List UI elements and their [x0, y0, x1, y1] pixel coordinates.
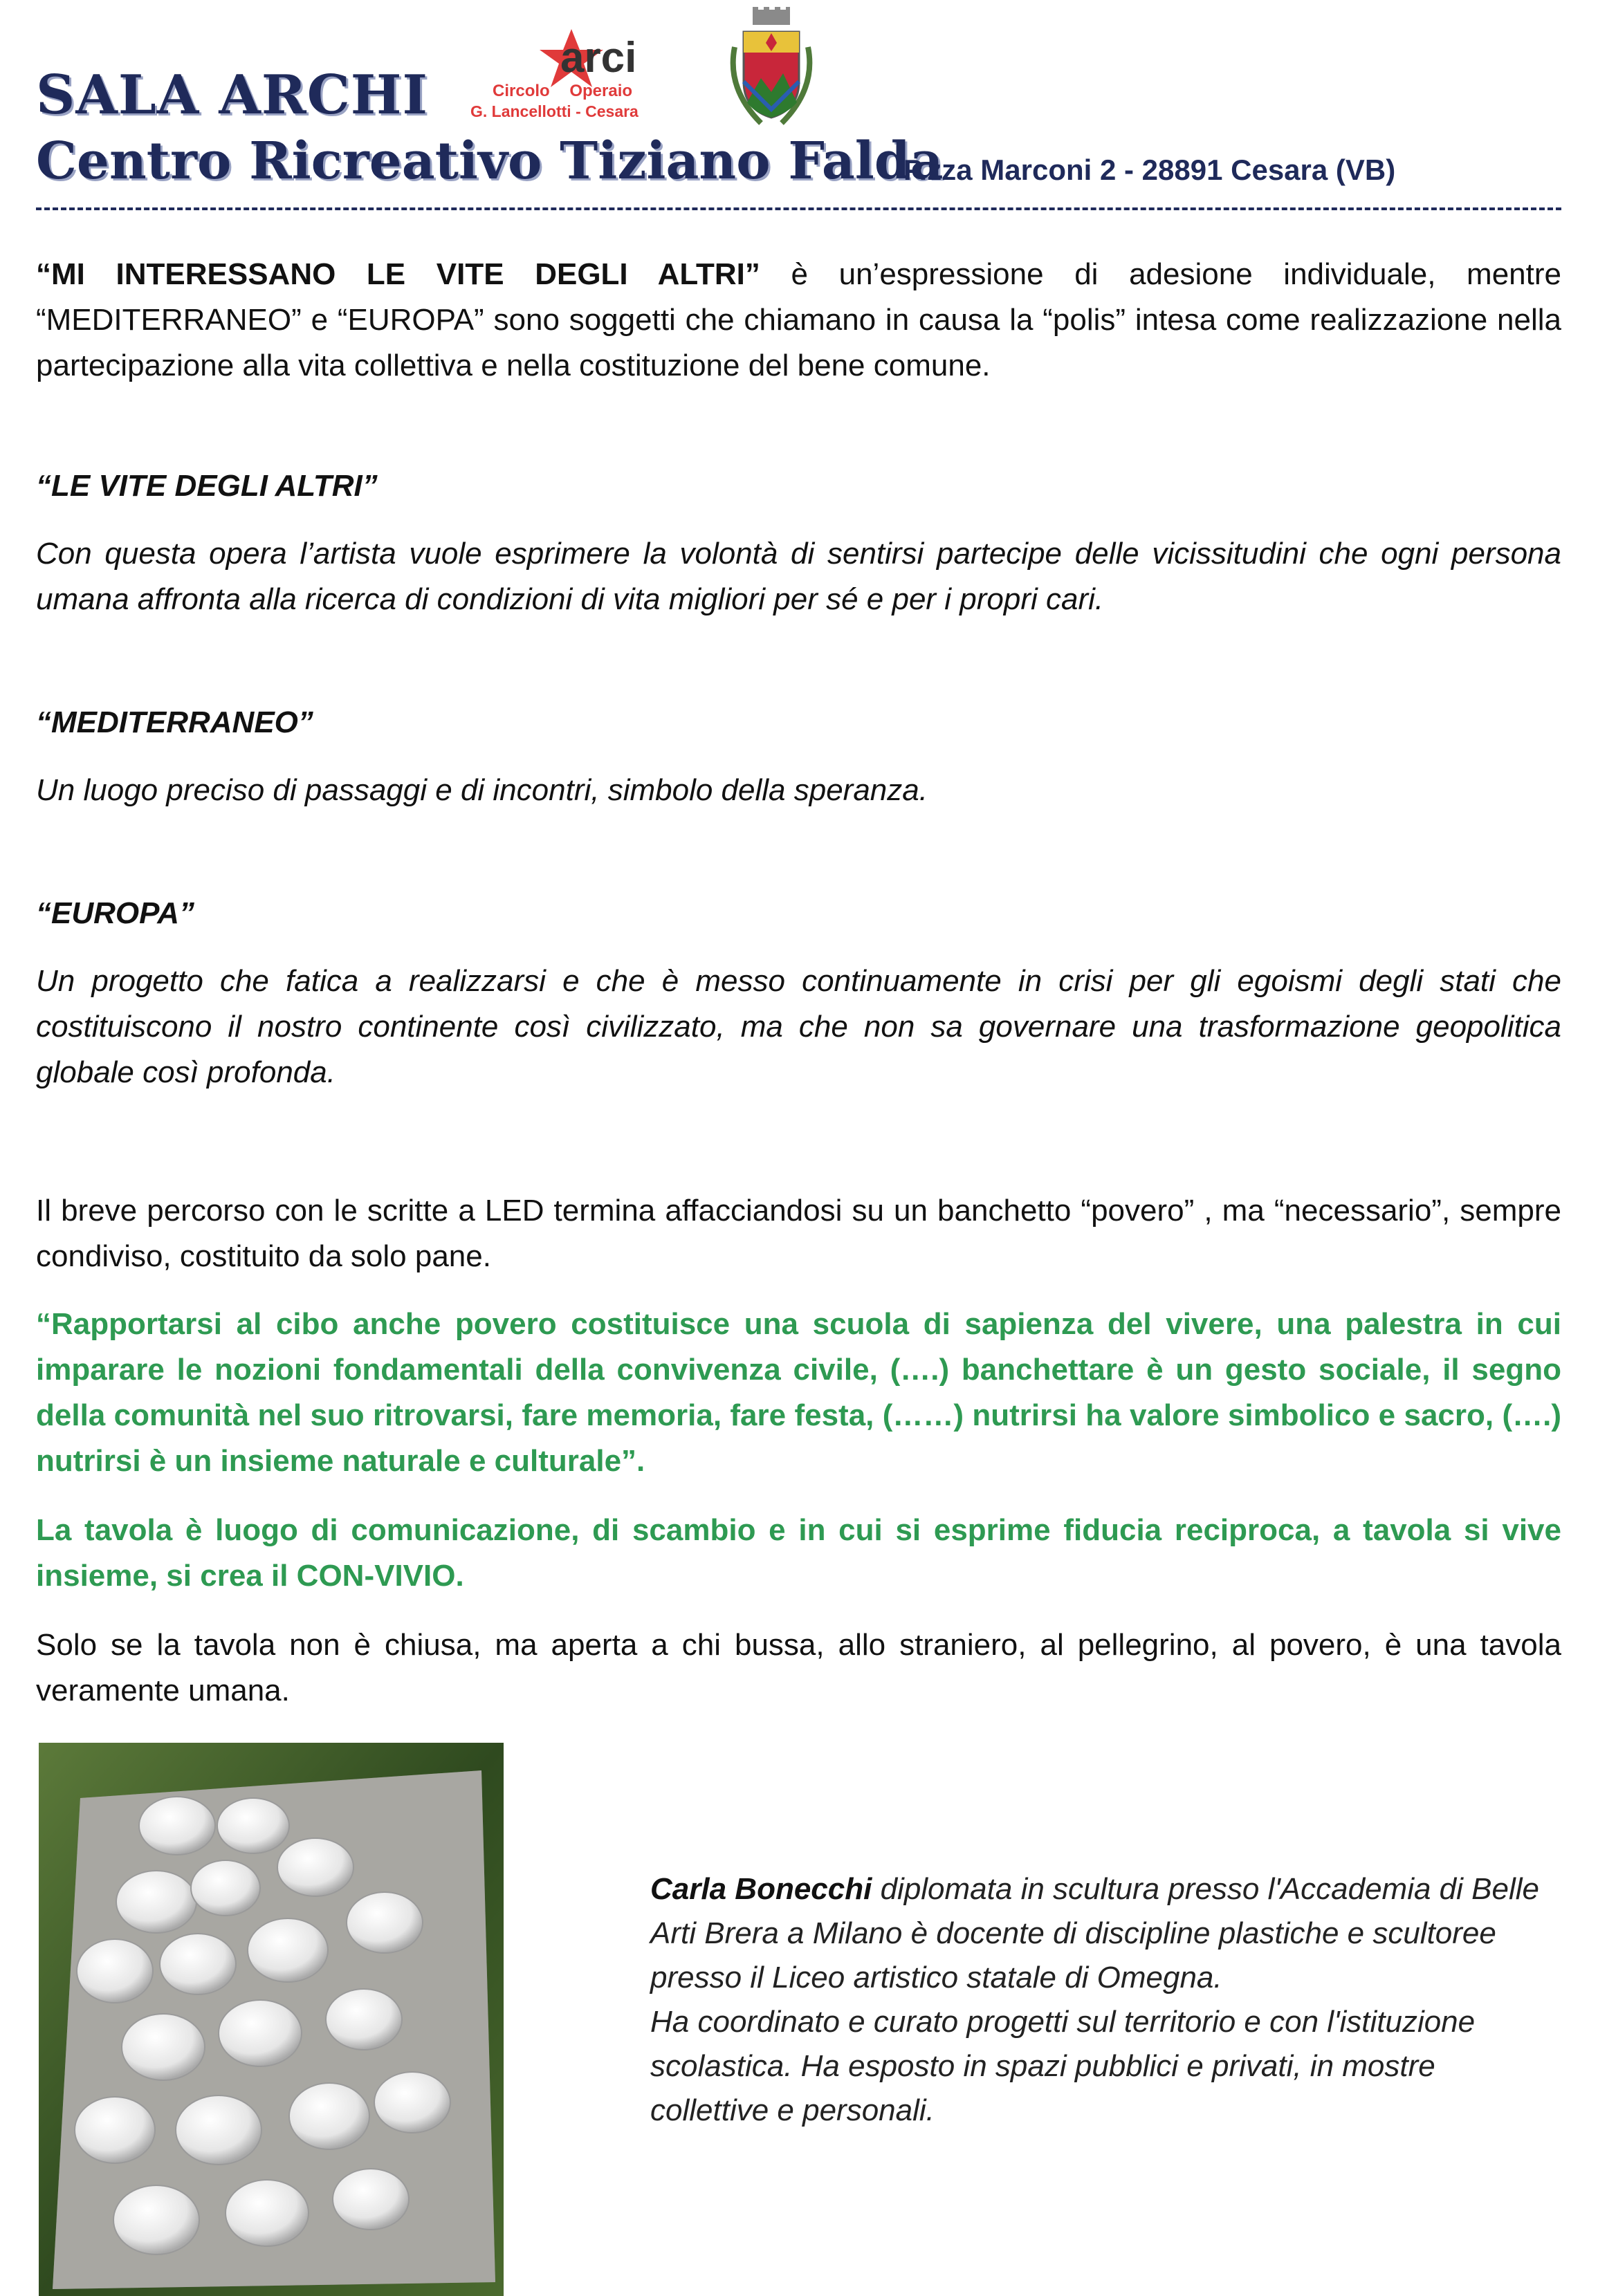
- intro-lead: “MI INTERESSANO LE VITE DEGLI ALTRI”: [36, 257, 760, 291]
- bread-sculptures-image: [39, 1743, 504, 2296]
- intro-text: è un’espressione di adesione individuale, mentre “MEDITERRANEO” e “EUROPA” sono soggetti che chiamano in causa la “polis” intesa come realizzazione nella partecipazione alla vita collettiva e nella costituzione del bene comune.: [36, 257, 1562, 382]
- arci-logo: [470, 28, 678, 124]
- quote-paragraph: “Rapportarsi al cibo anche povero costituisce una scuola di sapienza del vivere, una palestra in cui imparare le nozioni fondamentali della convivenza civile, (….) banchettare è un gesto sociale, il segno della comunità nel suo ritrovarsi, fare memoria, fare festa, (……) nutrirsi ha valore simbolico e sacro, (….) nutrirsi è un insieme naturale e culturale”.: [36, 1307, 1561, 1478]
- artist-bio-text2: Ha coordinato e curato progetti sul territorio e con l'istituzione scolastica. Ha esposto in spazi pubblici e privati, in mostre collettive e personali.: [650, 2005, 1476, 2127]
- arci-logo-word: arci: [560, 34, 637, 82]
- header-title-line2: Centro Ricreativo Tiziano Falda: [36, 131, 944, 191]
- section-text-europa: Un progetto che fatica a realizzarsi e che è messo continuamente in crisi per gli egoismi degli stati che costituiscono il nostro continente così civilizzato, ma che non sa governare una trasformazione geopolitica globale così profonda.: [36, 964, 1561, 1089]
- municipal-crest-icon: [719, 6, 823, 130]
- arci-logo-line1: Circolo Operaio: [493, 82, 633, 100]
- percorso-paragraph: Il breve percorso con le scritte a LED termina affacciandosi su un banchetto “povero” , ma “necessario”, sempre condiviso, costituito da solo pane.: [36, 1194, 1561, 1273]
- header-title-line1: SALA ARCHI: [36, 64, 428, 127]
- artist-name: Carla Bonecchi: [650, 1872, 872, 1906]
- section-heading-vite: “LE VITE DEGLI ALTRI”: [36, 469, 378, 503]
- intro-paragraph: [36, 252, 1561, 389]
- header-divider: [36, 207, 1561, 210]
- section-heading-mediterraneo: “MEDITERRANEO”: [36, 705, 313, 739]
- section-text-mediterraneo: Un luogo preciso di passaggi e di incontri, simbolo della speranza.: [36, 773, 928, 807]
- closing-paragraph: Solo se la tavola non è chiusa, ma aperta a chi bussa, allo straniero, al pellegrino, al povero, è una tavola veramente umana.: [36, 1628, 1561, 1707]
- header-address: P.zza Marconi 2 - 28891 Cesara (VB): [903, 154, 1396, 186]
- section-text-vite: Con questa opera l’artista vuole esprimere la volontà di sentirsi partecipe delle vicissitudini che ogni persona umana affronta alla ricerca di condizioni di vita migliori per sé e per i propri cari.: [36, 537, 1561, 616]
- arci-logo-line2: G. Lancellotti - Cesara: [470, 102, 639, 120]
- artist-bio-text: diplomata in scultura presso l'Accademia di Belle Arti Brera a Milano è docente di discipline plastiche e scultoree presso il Liceo artistico statale di Omegna.: [650, 1872, 1539, 1994]
- artist-bio: [650, 1867, 1550, 2133]
- tavola-paragraph: La tavola è luogo di comunicazione, di scambio e in cui si esprime fiducia reciproca, a tavola si vive insieme, si crea il CON-VIVIO.: [36, 1513, 1561, 1593]
- section-heading-europa: “EUROPA”: [36, 896, 194, 930]
- sculpture-photo: [39, 1743, 504, 2296]
